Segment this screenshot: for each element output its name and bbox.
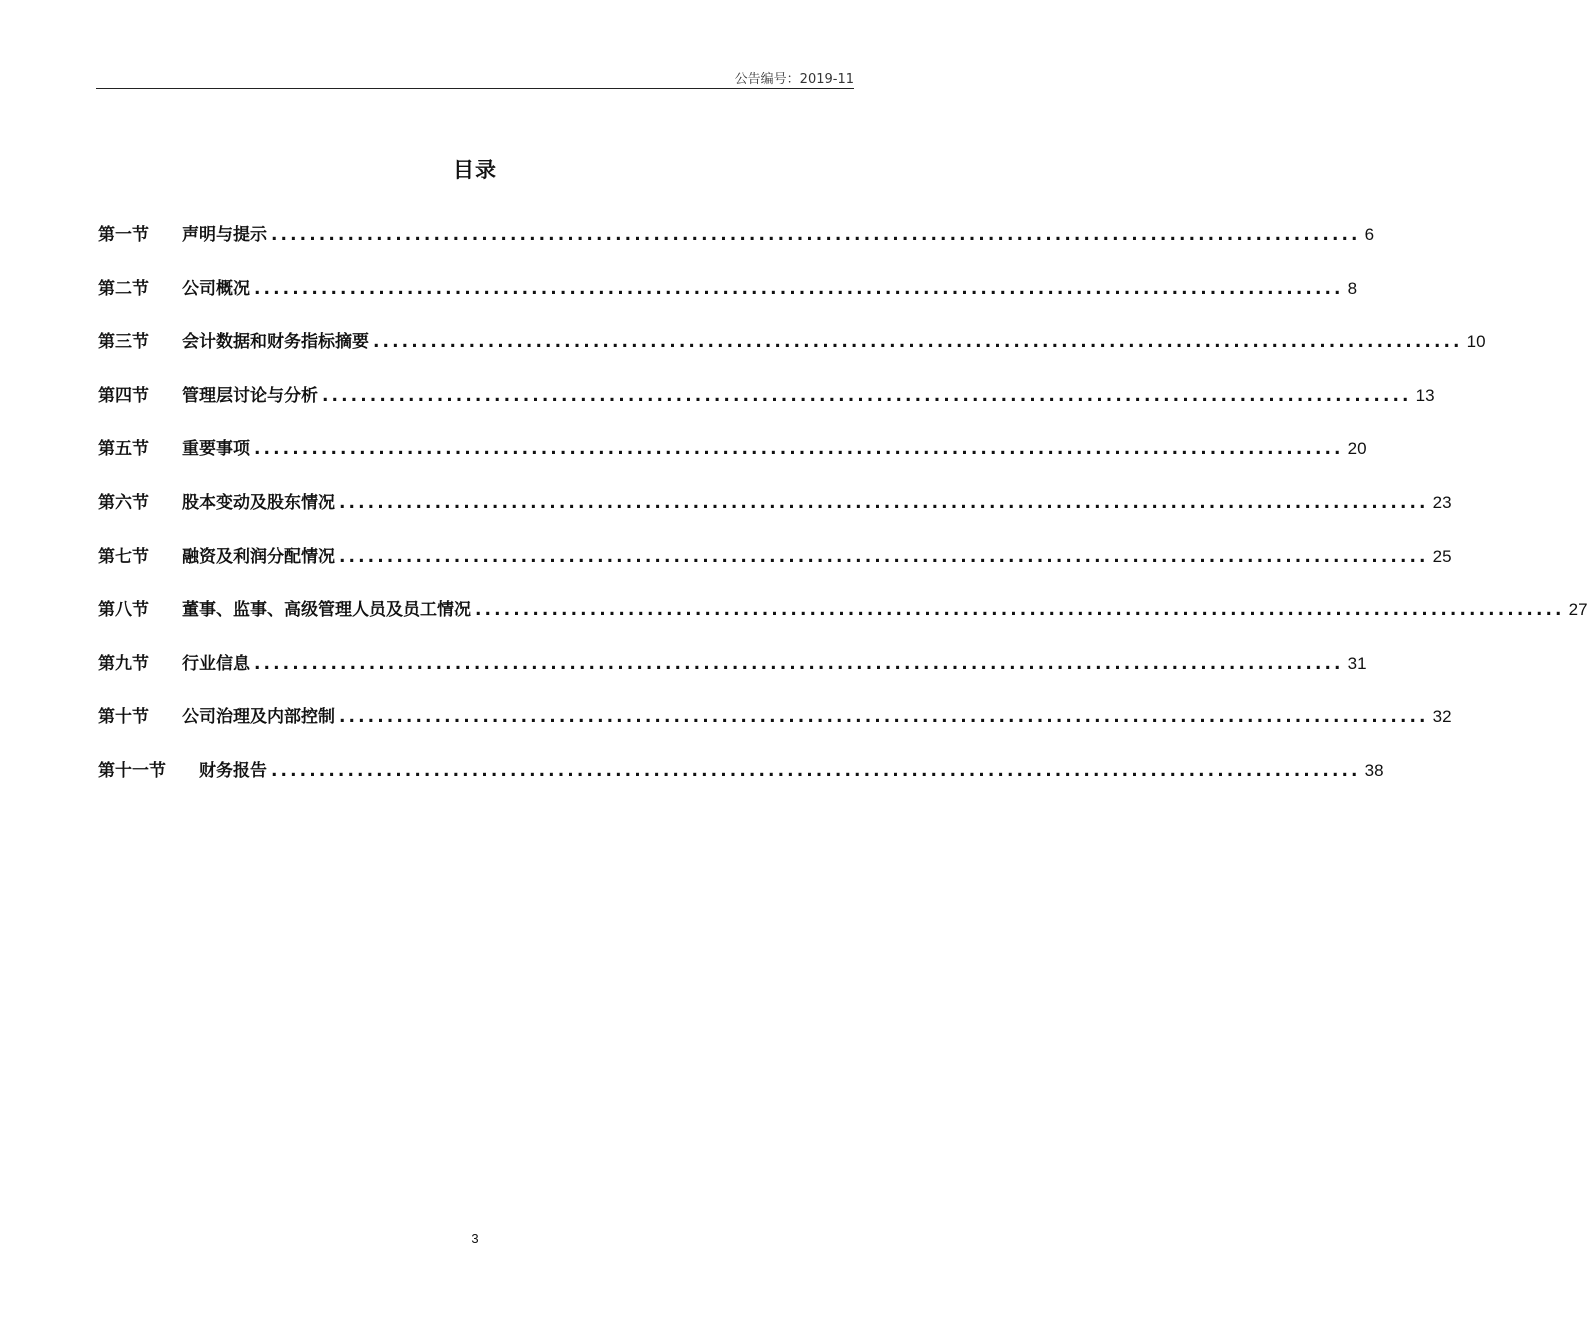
- toc-section-number: 第四节: [98, 385, 149, 406]
- toc-leader-dots: ..................................................................................................................: [339, 492, 1429, 513]
- toc-entry-7[interactable]: [98, 544, 1452, 598]
- toc-leader-dots: ..................................................................................................................: [254, 653, 1344, 674]
- toc-section-number: 第一节: [98, 225, 149, 245]
- toc-entry-9[interactable]: [98, 651, 1367, 705]
- toc-entry-2[interactable]: [98, 276, 1358, 330]
- toc-section-number: 第六节: [98, 492, 149, 513]
- announcement-number: 公告编号：2019-11: [734, 72, 854, 87]
- toc-leader-dots: ..................................................................................................................: [475, 600, 1565, 621]
- toc-entry-3[interactable]: [98, 329, 1486, 383]
- toc-leader-dots: ..................................................................................................................: [339, 546, 1429, 567]
- toc-section-number: 第二节: [98, 278, 149, 299]
- toc-entry-4[interactable]: [98, 383, 1435, 437]
- toc-page-number: 32: [1432, 707, 1452, 727]
- toc-page-number: 25: [1432, 546, 1452, 566]
- toc-page-number: 8: [1347, 278, 1358, 298]
- toc-section-title: 管理层讨论与分析: [182, 385, 318, 406]
- toc-page-number: 6: [1364, 225, 1375, 244]
- toc-section-number: 第五节: [98, 439, 149, 460]
- toc-section-number: 第十一节: [98, 760, 166, 781]
- toc-section-number: 第九节: [98, 653, 149, 674]
- toc-section-number: 第三节: [98, 332, 149, 353]
- toc-leader-dots: ..................................................................................................................: [271, 225, 1361, 245]
- toc-section-number: 第七节: [98, 546, 149, 567]
- toc-section-number: 第八节: [98, 600, 149, 621]
- toc-entry-10[interactable]: [98, 704, 1452, 758]
- toc-section-title: 董事、监事、高级管理人员及员工情况: [182, 600, 471, 621]
- table-of-contents: [98, 222, 1588, 812]
- toc-entry-11[interactable]: [98, 758, 1384, 812]
- toc-section-title: 重要事项: [182, 439, 250, 460]
- toc-entry-6[interactable]: [98, 490, 1452, 544]
- toc-leader-dots: ..................................................................................................................: [254, 439, 1344, 460]
- toc-entry-1[interactable]: [98, 222, 1375, 276]
- header-divider: [96, 88, 854, 89]
- toc-leader-dots: ..................................................................................................................: [339, 707, 1429, 728]
- toc-section-title: 行业信息: [182, 653, 250, 674]
- toc-page-number: 27: [1568, 600, 1588, 620]
- toc-leader-dots: ..................................................................................................................: [254, 278, 1344, 299]
- toc-section-title: 财务报告: [199, 760, 267, 781]
- toc-page-number: 23: [1432, 492, 1452, 512]
- toc-entry-5[interactable]: [98, 436, 1367, 490]
- toc-section-title: 会计数据和财务指标摘要: [182, 332, 369, 353]
- toc-section-number: 第十节: [98, 707, 149, 728]
- page-title: 目录: [453, 158, 497, 182]
- toc-leader-dots: ..................................................................................................................: [373, 332, 1463, 353]
- toc-leader-dots: ..................................................................................................................: [271, 760, 1361, 781]
- toc-section-title: 公司治理及内部控制: [182, 707, 335, 728]
- toc-page-number: 31: [1347, 653, 1367, 673]
- toc-section-title: 公司概况: [182, 278, 250, 299]
- toc-page-number: 10: [1466, 332, 1486, 352]
- toc-entry-8[interactable]: [98, 597, 1588, 651]
- toc-page-number: 20: [1347, 439, 1367, 459]
- page-number: 3: [471, 1231, 479, 1246]
- toc-page-number: 13: [1415, 385, 1435, 405]
- toc-page-number: 38: [1364, 760, 1384, 780]
- toc-leader-dots: ..................................................................................................................: [322, 385, 1412, 406]
- toc-section-title: 股本变动及股东情况: [182, 492, 335, 513]
- toc-section-title: 声明与提示: [182, 225, 267, 245]
- toc-section-title: 融资及利润分配情况: [182, 546, 335, 567]
